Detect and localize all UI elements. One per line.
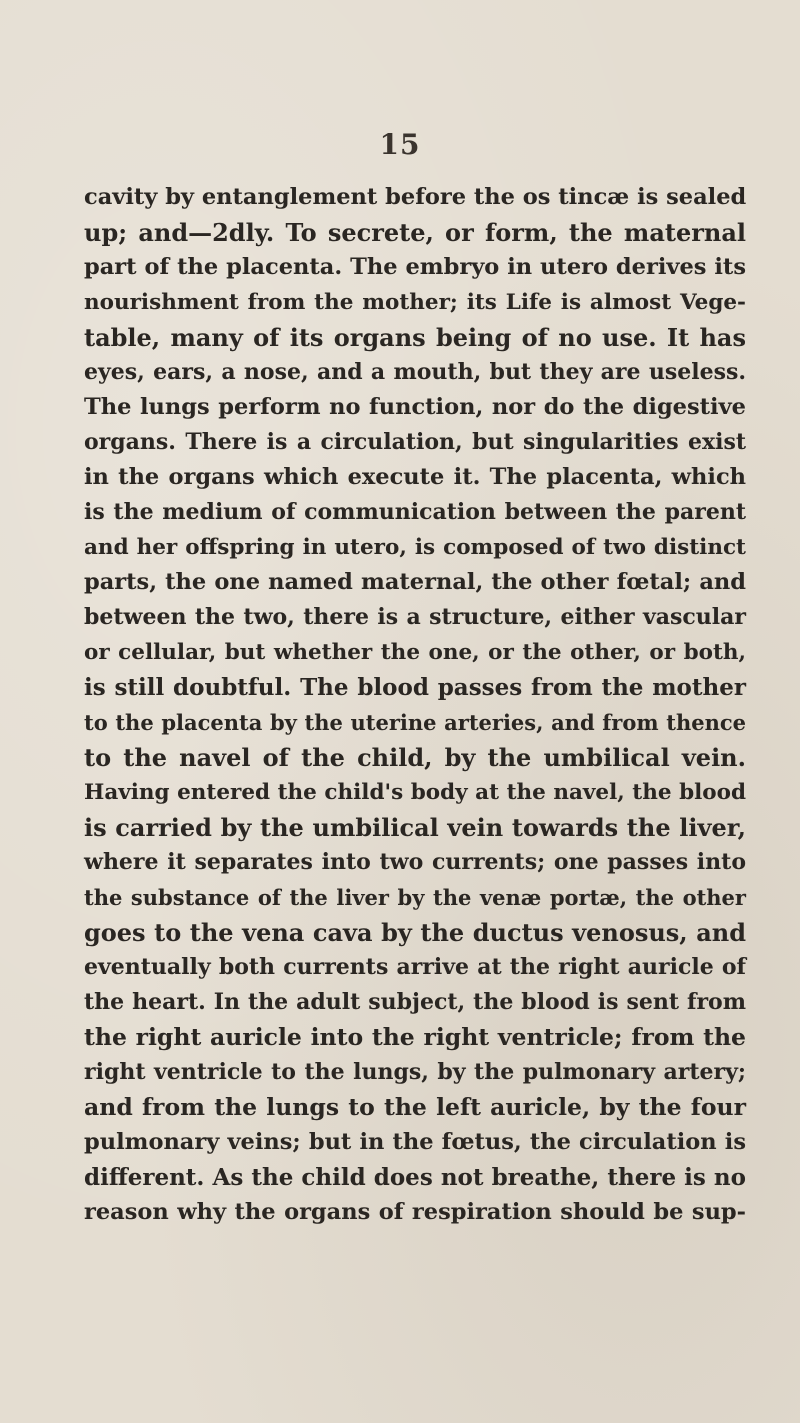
text-line: is carried by the umbilical vein towards the liver, bbox=[84, 813, 746, 842]
text-line: between the two, there is a structure, either vascular bbox=[84, 604, 746, 630]
text-line: is still doubtful. The blood passes from the mother bbox=[84, 674, 746, 701]
text-line: eventually both currents arrive at the right auricle of bbox=[84, 954, 746, 980]
text-line: nourishment from the mother; its Life is almost Vege- bbox=[84, 290, 746, 315]
text-line: different. As the child does not breathe, there is no bbox=[84, 1164, 746, 1191]
text-line: the substance of the liver by the venæ portæ, the other bbox=[84, 885, 746, 910]
text-line: pulmonary veins; but in the fœtus, the circulation is bbox=[84, 1129, 746, 1155]
text-line: the heart. In the adult subject, the blood is sent from bbox=[84, 989, 746, 1015]
text-line: cavity by entanglement before the os tincæ is sealed bbox=[84, 184, 747, 210]
page-number: 15 bbox=[379, 128, 421, 161]
text-line: eyes, ears, a nose, and a mouth, but they are useless. bbox=[84, 359, 746, 385]
text-line: part of the placenta. The embryo in utero derives its bbox=[84, 254, 746, 280]
text-line: right ventricle to the lungs, by the pulmonary artery; bbox=[84, 1059, 746, 1085]
text-line: is the medium of communication between the parent bbox=[84, 499, 746, 525]
text-line: in the organs which execute it. The placenta, which bbox=[84, 464, 746, 490]
text-line: and from the lungs to the left auricle, by the four bbox=[84, 1093, 746, 1121]
text-line: to the navel of the child, by the umbilical vein. bbox=[84, 743, 746, 772]
text-line: Having entered the child's body at the navel, the blood bbox=[84, 780, 746, 805]
text-line: to the placenta by the uterine arteries, and from thence bbox=[84, 710, 746, 735]
text-line: organs. There is a circulation, but singularities exist bbox=[84, 429, 746, 455]
text-line: or cellular, but whether the one, or the other, or both, bbox=[84, 640, 746, 665]
text-line: table, many of its organs being of no use. It has bbox=[84, 323, 746, 352]
text-line: goes to the vena cava by the ductus venosus, and bbox=[84, 918, 746, 947]
text-line: The lungs perform no function, nor do the digestive bbox=[84, 394, 746, 420]
text-line: parts, the one named maternal, the other fœtal; and bbox=[84, 569, 746, 595]
text-line: the right auricle into the right ventricle; from the bbox=[84, 1023, 746, 1051]
text-line: and her offspring in utero, is composed of two distinct bbox=[84, 535, 746, 560]
text-line: up; and—2dly. To secrete, or form, the maternal bbox=[84, 218, 746, 247]
text-line: where it separates into two currents; one passes into bbox=[84, 849, 746, 875]
body-text bbox=[84, 180, 746, 1230]
text-line: reason why the organs of respiration should be sup- bbox=[84, 1199, 746, 1225]
